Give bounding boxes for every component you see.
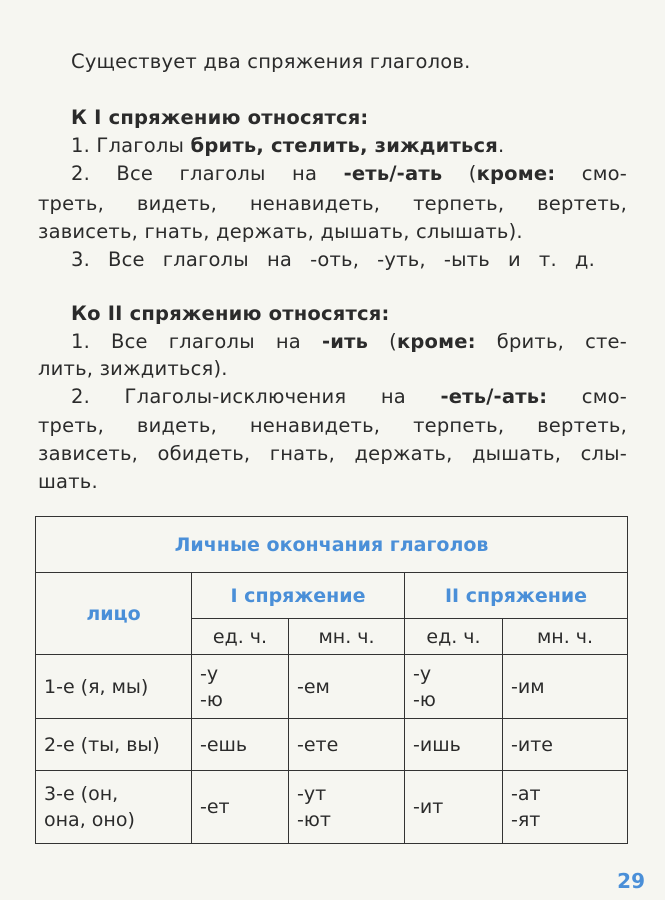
first-rule-3: 3. Все глаголы на -оть, -уть, -ыть и т. д.	[71, 248, 595, 271]
bold-except: кроме:	[476, 162, 556, 185]
person-text: она, оно)	[44, 809, 135, 831]
bold-suffix: -еть/-ать:	[440, 385, 548, 408]
table-caption: Личные окончания глаголов	[36, 517, 628, 573]
intro-text: Существует два спряжения глаголов.	[71, 50, 471, 73]
ending-cell	[405, 655, 503, 719]
first-rule-2-line-3: зависеть, гнать, держать, дышать, слышать).	[38, 220, 523, 243]
conjugation-1-header: I спряжение	[192, 573, 405, 619]
text-fragment: смо-	[547, 385, 627, 408]
text-fragment: смо-	[555, 162, 627, 185]
ending-cell: -ишь	[405, 719, 503, 771]
ending: -ю	[200, 688, 223, 711]
ending-cell: -ите	[503, 719, 628, 771]
table-row	[36, 655, 628, 719]
page-number: 29	[617, 869, 645, 893]
ending: -ят	[511, 809, 541, 831]
ending-cell: -ет	[192, 771, 289, 844]
bold-except: кроме:	[396, 330, 476, 353]
plural-header: мн. ч.	[289, 619, 405, 655]
text-fragment: брить, сте-	[475, 330, 627, 353]
ending-cell: -ит	[405, 771, 503, 844]
text-fragment: (	[442, 162, 477, 185]
plural-header: мн. ч.	[503, 619, 628, 655]
first-rule-1	[71, 134, 504, 158]
text-fragment: 2. Глаголы-исключения на	[71, 385, 441, 408]
table-row	[36, 771, 628, 844]
singular-header: ед. ч.	[405, 619, 503, 655]
text-fragment: (	[368, 330, 397, 353]
person-cell	[36, 771, 192, 844]
second-rule-1-line-1	[71, 330, 627, 354]
second-rule-2-line-1	[71, 385, 627, 409]
ending: -ю	[413, 688, 436, 711]
ending: -ют	[297, 809, 331, 831]
table-row	[36, 719, 628, 771]
ending: -у	[200, 662, 219, 685]
person-cell: 2-е (ты, вы)	[36, 719, 192, 771]
ending: -ат	[511, 783, 541, 805]
bold-verbs: брить, стелить, зиждиться	[190, 134, 498, 157]
text-fragment: 2. Все глаголы на	[71, 162, 344, 185]
table-header-row	[36, 573, 628, 619]
second-rule-2-line-3: зависеть, обидеть, гнать, держать, дышать, слы-	[38, 442, 627, 465]
ending-cell: -им	[503, 655, 628, 719]
person-text: 3-е (он,	[44, 783, 119, 805]
first-rule-2-line-2: треть, видеть, ненавидеть, терпеть, вертеть,	[38, 192, 627, 215]
second-rule-2-line-4: шать.	[38, 470, 98, 493]
first-rule-2-line-1	[71, 162, 627, 186]
text-fragment: .	[498, 134, 505, 157]
table-caption-row	[36, 517, 628, 573]
singular-header: ед. ч.	[192, 619, 289, 655]
ending-cell	[192, 655, 289, 719]
second-rule-1-line-2: лить, зиждиться).	[38, 357, 228, 380]
conjugation-2-header: II спряжение	[405, 573, 628, 619]
bold-suffix: -еть/-ать	[343, 162, 443, 185]
ending: -ут	[297, 783, 327, 805]
ending-cell	[503, 771, 628, 844]
text-fragment: 1. Все глаголы на	[71, 330, 322, 353]
bold-suffix: -ить	[321, 330, 369, 353]
ending-cell: -ете	[289, 719, 405, 771]
endings-table	[35, 516, 628, 844]
person-header: лицо	[36, 573, 192, 655]
second-conjugation-heading: Ко II спряжению относятся:	[71, 302, 390, 325]
ending: -у	[413, 662, 432, 685]
text-fragment: 1. Глаголы	[71, 134, 191, 157]
ending-cell	[289, 771, 405, 844]
second-rule-2-line-2: треть, видеть, ненавидеть, терпеть, вертеть,	[38, 414, 627, 437]
ending-cell: -ем	[289, 655, 405, 719]
first-conjugation-heading: К I спряжению относятся:	[71, 106, 369, 129]
ending-cell: -ешь	[192, 719, 289, 771]
person-cell: 1-е (я, мы)	[36, 655, 192, 719]
endings-table-container	[35, 516, 627, 843]
